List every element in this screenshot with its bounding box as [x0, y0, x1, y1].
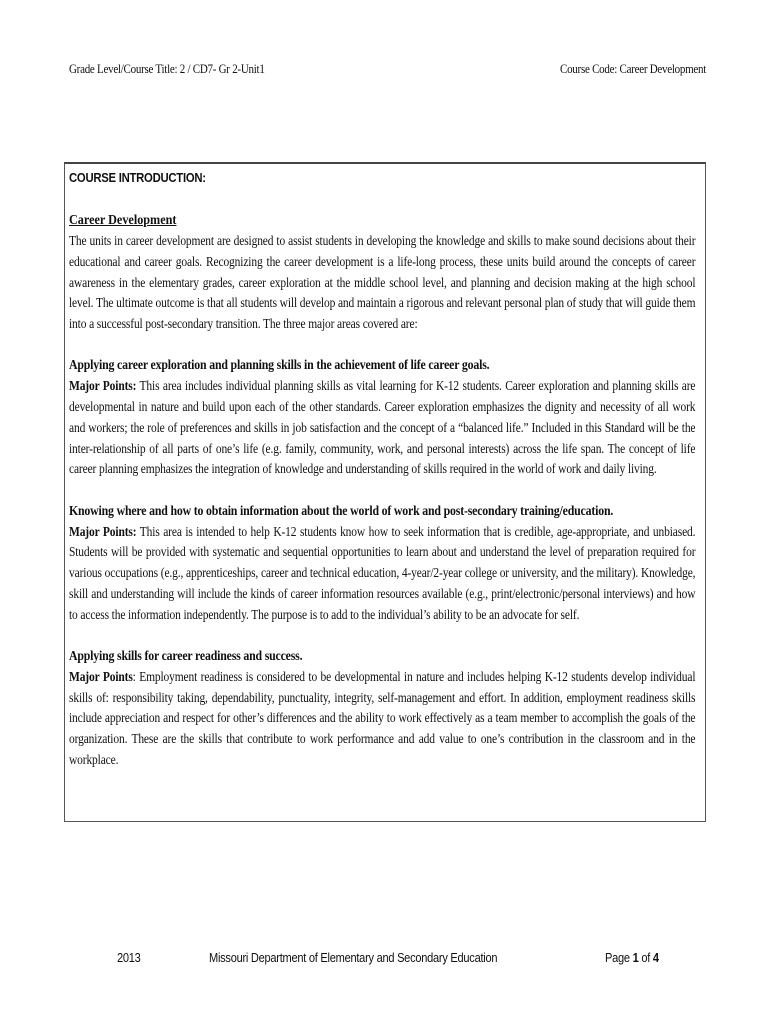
- course-introduction-heading: COURSE INTRODUCTION:: [69, 170, 206, 185]
- area-3: [69, 646, 695, 771]
- area-text: This area is intended to help K-12 students know how to seek information that is credible, age-appropriate, and unbiased. Students will be provided with systematic and sequential opportunities to learn about and understand the level of preparation required for various occupations (e.g., apprenticeships, career and technical education, 4-year/2-year college or university, and the military). Knowledge, skill and understanding will include the kinds of career information resources available (e.g., print/electronic/personal interviews) and how to access the information independently. The purpose is to add to the individual’s ability to be an advocate for self.: [69, 523, 696, 622]
- major-points-label: Major Points: [69, 668, 133, 684]
- page-prefix: Page: [605, 950, 633, 965]
- page-total: 4: [652, 950, 659, 965]
- footer-year: 2013: [117, 950, 141, 965]
- career-development-section: [69, 211, 695, 335]
- area-body: [69, 376, 695, 480]
- area-title: Applying skills for career readiness and success.: [69, 648, 303, 664]
- area-text: : Employment readiness is considered to be developmental in nature and includes helping K-12 students develop individual skills of: responsibility taking, dependability, punctuality, integrity, self-management and effort. In addition, employment readiness skills include appreciation and respect for other’s differences and the ability to work effectively as a team member to accomplish the goals of the organization. These are the skills that contribute to work performance and add value to one’s contribution in the classroom and in the workplace.: [69, 668, 696, 768]
- area-title: Knowing where and how to obtain information about the world of work and post-secondary training/education.: [69, 502, 614, 518]
- section-title: Career Development: [69, 213, 177, 228]
- area-body: [69, 522, 695, 626]
- area-title: Applying career exploration and planning skills in the achievement of life career goals.: [69, 357, 490, 373]
- footer-organization: Missouri Department of Elementary and Secondary Education: [209, 950, 498, 965]
- area-2: [69, 501, 695, 626]
- course-introduction-box: [64, 162, 706, 822]
- major-points-label: Major Points:: [69, 378, 137, 394]
- header-course-code: Course Code: Career Development: [560, 62, 707, 76]
- page-of: of: [638, 950, 653, 965]
- footer-page-number: [605, 950, 659, 965]
- box-content: [69, 170, 695, 791]
- major-points-label: Major Points:: [69, 523, 137, 539]
- area-body: [69, 667, 695, 771]
- header-course-title: Grade Level/Course Title: 2 / CD7- Gr 2-Unit1: [69, 62, 265, 76]
- section-body: The units in career development are designed to assist students in developing the knowledge and skills to make sound decisions about their educational and career goals. Recognizing the career development is a life-long process, these units build around the concepts of career awareness in the elementary grades, career exploration at the middle school level, and planning and decision making at the high school level. The ultimate outcome is that all students will develop and maintain a rigorous and relevant personal plan of study that will guide them into a successful post-secondary transition. The three major areas covered are:: [69, 233, 696, 332]
- area-1: [69, 355, 695, 480]
- area-text: This area includes individual planning skills as vital learning for K-12 students. Career exploration and planning skills are developmental in nature and build upon each of the other standards. Career exploration emphasizes the dignity and necessity of all work and workers; the role of preferences and skills in job satisfaction and the concept of a “balanced life.” Included in this Standard will be the inter-relationship of all parts of one’s life (e.g. family, community, work, and personal interests) across the life span. The concept of life career planning emphasizes the integration of knowledge and understanding of skills required in the world of work and daily living.: [69, 378, 696, 477]
- page-current: 1: [632, 950, 639, 965]
